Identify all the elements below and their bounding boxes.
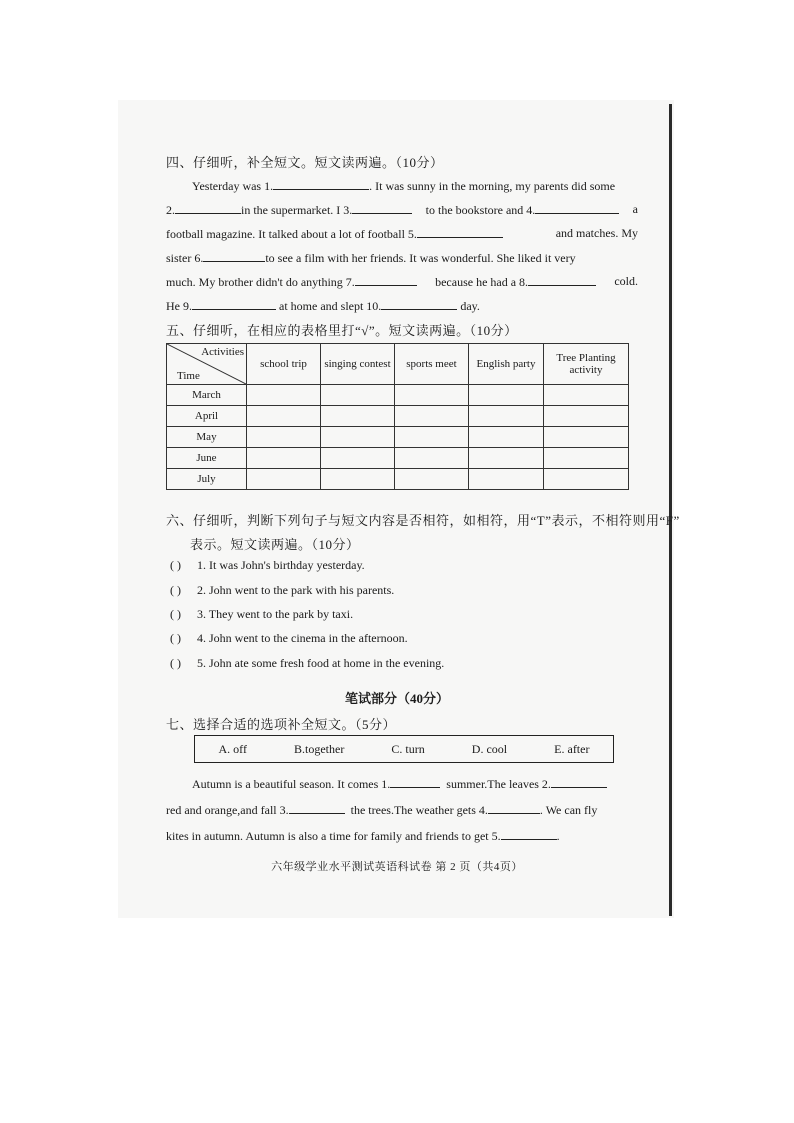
section6-heading-line1: 六、仔细听，判断下列句子与短文内容是否相符，如相符，用“T”表示，不相符则用“F” — [166, 513, 680, 528]
activities-table — [166, 343, 629, 490]
answer-paren[interactable]: ( ) — [170, 558, 181, 572]
blank-s7-1[interactable] — [390, 776, 440, 788]
page-footer: 六年级学业水平测试英语科试卷 第 2 页（共4页） — [271, 861, 523, 873]
tf-item: ( ) 4. John went to the cinema in the afternoon. — [170, 631, 408, 645]
table-header-row — [167, 344, 629, 385]
column-header: Tree Planting activity — [544, 344, 629, 385]
check-cell[interactable] — [321, 448, 395, 469]
check-cell[interactable] — [544, 385, 629, 406]
check-cell[interactable] — [247, 448, 321, 469]
row-header: April — [167, 406, 247, 427]
answer-paren[interactable]: ( ) — [170, 631, 181, 645]
table-row — [167, 406, 629, 427]
check-cell[interactable] — [247, 427, 321, 448]
row-header: May — [167, 427, 247, 448]
section4-line3: football magazine. It talked about a lot of football 5. and matches. My — [166, 226, 638, 241]
written-part-title: 笔试部分（40分） — [344, 691, 449, 706]
blank-4[interactable] — [535, 202, 619, 214]
row-header: June — [167, 448, 247, 469]
column-header: English party — [469, 344, 544, 385]
tf-item: ( ) 1. It was John's birthday yesterday. — [170, 558, 365, 572]
option-c: C. turn — [391, 741, 425, 756]
row-header: March — [167, 385, 247, 406]
check-cell[interactable] — [395, 406, 469, 427]
check-cell[interactable] — [469, 406, 544, 427]
section4-line4: sister 6. to see a film with her friends. It was wonderful. She liked it very — [166, 251, 576, 265]
section7-heading: 七、选择合适的选项补全短文。（5分） — [166, 717, 397, 732]
section7-line1: Autumn is a beautiful season. It comes 1. summer.The leaves 2. — [166, 776, 638, 792]
check-cell[interactable] — [469, 469, 544, 490]
check-cell[interactable] — [544, 406, 629, 427]
check-cell[interactable] — [544, 469, 629, 490]
section4-heading: 四、仔细听，补全短文。短文读两遍。（10分） — [166, 155, 444, 170]
blank-6[interactable] — [203, 250, 265, 262]
section7-line3: kites in autumn. Autumn is also a time for family and friends to get 5. . — [166, 829, 560, 843]
check-cell[interactable] — [395, 448, 469, 469]
section5-heading: 五、仔细听，在相应的表格里打“√”。短文读两遍。（10分） — [166, 323, 518, 338]
check-cell[interactable] — [395, 385, 469, 406]
check-cell[interactable] — [469, 385, 544, 406]
corner-activities-label: Activities — [201, 346, 244, 358]
options-box — [194, 735, 614, 763]
check-cell[interactable] — [544, 427, 629, 448]
check-cell[interactable] — [321, 469, 395, 490]
blank-7[interactable] — [355, 274, 417, 286]
blank-8[interactable] — [528, 274, 596, 286]
blank-s7-4[interactable] — [488, 802, 540, 814]
table-row — [167, 469, 629, 490]
table-corner-cell — [167, 344, 247, 385]
check-cell[interactable] — [544, 448, 629, 469]
check-cell[interactable] — [321, 427, 395, 448]
column-header: school trip — [247, 344, 321, 385]
check-cell[interactable] — [247, 469, 321, 490]
column-header: sports meet — [395, 344, 469, 385]
blank-s7-2[interactable] — [551, 776, 607, 788]
option-a: A. off — [218, 741, 247, 756]
check-cell[interactable] — [395, 427, 469, 448]
tf-item: ( ) 3. They went to the park by taxi. — [170, 607, 354, 621]
check-cell[interactable] — [247, 385, 321, 406]
blank-s7-3[interactable] — [289, 802, 345, 814]
section4-line5: much. My brother didn't do anything 7. because he had a 8. cold. — [166, 274, 638, 289]
table-row — [167, 448, 629, 469]
answer-paren[interactable]: ( ) — [170, 656, 181, 670]
section4-line6: He 9. at home and slept 10. day. — [166, 299, 480, 313]
check-cell[interactable] — [395, 469, 469, 490]
blank-s7-5[interactable] — [501, 828, 557, 840]
blank-2[interactable] — [175, 202, 241, 214]
check-cell[interactable] — [321, 406, 395, 427]
section4-line2: 2. in the supermarket. I 3. to the bookstore and 4. a — [166, 202, 638, 217]
answer-paren[interactable]: ( ) — [170, 583, 181, 597]
option-d: D. cool — [471, 741, 508, 756]
table-row — [167, 427, 629, 448]
option-e: E. after — [554, 741, 590, 756]
answer-paren[interactable]: ( ) — [170, 607, 181, 621]
check-cell[interactable] — [247, 406, 321, 427]
blank-5[interactable] — [417, 226, 503, 238]
blank-9[interactable] — [192, 298, 276, 310]
section6-heading-line2: 表示。短文读两遍。（10分） — [190, 537, 360, 552]
blank-10[interactable] — [381, 298, 457, 310]
column-header: singing contest — [321, 344, 395, 385]
option-b: B.together — [294, 741, 345, 756]
table-row — [167, 385, 629, 406]
section4-line1: Yesterday was 1. . It was sunny in the morning, my parents did some — [192, 179, 616, 193]
tf-item: ( ) 2. John went to the park with his parents. — [170, 583, 395, 597]
section7-line2: red and orange,and fall 3. the trees.The weather gets 4. . We can fly — [166, 803, 598, 817]
check-cell[interactable] — [469, 448, 544, 469]
paper-sheet — [118, 100, 674, 918]
blank-1[interactable] — [273, 178, 369, 190]
corner-time-label: Time — [177, 370, 200, 382]
check-cell[interactable] — [469, 427, 544, 448]
tf-item: ( ) 5. John ate some fresh food at home in the evening. — [170, 656, 445, 670]
row-header: July — [167, 469, 247, 490]
check-cell[interactable] — [321, 385, 395, 406]
blank-3[interactable] — [352, 202, 412, 214]
